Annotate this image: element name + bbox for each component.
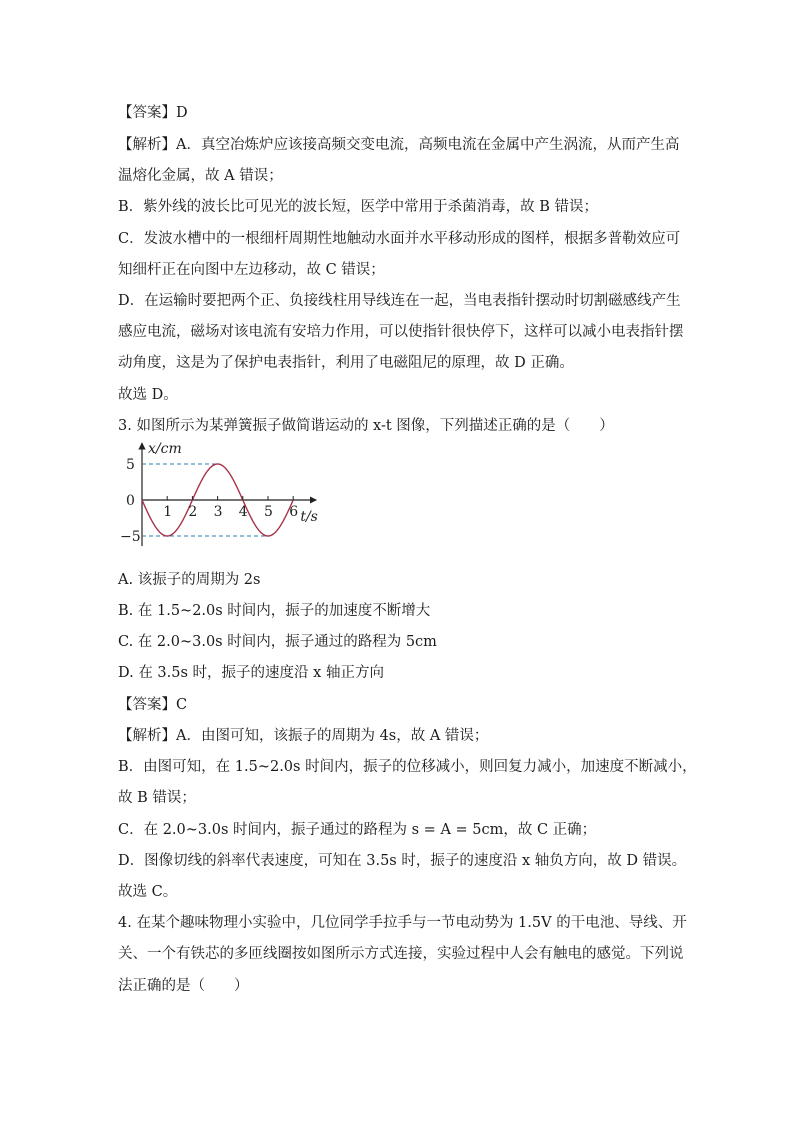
x-tick-label: 2 (188, 504, 198, 520)
q3-option-a: A. 该振子的周期为 2s (118, 572, 261, 588)
y-tick-label: 0 (126, 493, 135, 509)
q3-analysis-line-2: B．由图可知，在 1.5~2.0s 时间内，振子的位移减小，则回复力减小，加速度不断减小， (118, 759, 697, 775)
q3-analysis-line-3: 故 B 错误； (118, 790, 196, 806)
analysis-tag: 【解析】 (118, 137, 176, 153)
q3-conclusion: 故选 C。 (118, 884, 178, 900)
x-axis-label: t/s (300, 509, 318, 525)
q4-stem-line-3: 法正确的是（ ） (118, 978, 249, 994)
q3-answer: C (176, 697, 188, 713)
analysis-tag: 【解析】 (118, 728, 176, 744)
q2-answer: D (176, 105, 188, 121)
q2-analysis-line-3: B．紫外线的波长比可见光的波长短，医学中常用于杀菌消毒，故 B 错误； (118, 199, 599, 215)
x-tick-label: 5 (264, 504, 273, 520)
q4-stem-line-1: 4. 在某个趣味物理小实验中，几位同学手拉手与一节电动势为 1.5V 的干电池、导线、开 (118, 915, 687, 931)
q3-analysis-line-5: D．图像切线的斜率代表速度，可知在 3.5s 时，振子的速度沿 x 轴负方向，故 D 错误。 (118, 853, 687, 869)
y-tick-label: 5 (126, 457, 135, 473)
answer-tag: 【答案】 (118, 105, 176, 121)
answer-tag: 【答案】 (118, 697, 176, 713)
x-tick-label: 4 (238, 504, 248, 520)
q3-option-c: C. 在 2.0~3.0s 时间内，振子通过的路程为 5cm (118, 634, 437, 650)
x-tick-label: 6 (289, 504, 299, 520)
q2-analysis-line-1: 【解析】A．真空冶炼炉应该接高频交变电流，高频电流在金属中产生涡流，从而产生高 (118, 137, 680, 153)
q2-answer-line (118, 103, 188, 123)
x-tick-label: 1 (163, 504, 173, 520)
q2-analysis-line-6: D．在运输时要把两个正、负接线柱用导线连在一起，当电表指针摆动时切割磁感线产生 (118, 293, 681, 309)
q2-analysis-line-4: C．发波水槽中的一根细杆周期性地触动水面并水平移动形成的图样，根据多普勒效应可 (118, 231, 681, 247)
xt-graph (118, 438, 348, 550)
q2-conclusion: 故选 D。 (118, 387, 178, 403)
q2-analysis-line-5: 知细杆正在向图中左边移动，故 C 错误； (118, 262, 385, 278)
y-axis-label: x/cm (148, 441, 182, 457)
y-tick-label: −5 (120, 529, 141, 545)
q2-analysis-line-8: 动角度，这是为了保护电表指针，利用了电磁阻尼的原理，故 D 正确。 (118, 355, 574, 371)
q3-analysis-line-4: C．在 2.0~3.0s 时间内，振子通过的路程为 s = A = 5cm，故 C 正确； (118, 822, 597, 838)
q3-answer-line (118, 695, 187, 715)
q3-stem: 3. 如图所示为某弹簧振子做简谐运动的 x-t 图像，下列描述正确的是（ ） (118, 418, 614, 434)
x-tick-label: 3 (213, 504, 223, 520)
q2-analysis-line-7: 感应电流，磁场对该电流有安培力作用，可以使指针很快停下，这样可以减小电表指针摆 (118, 324, 684, 340)
q3-analysis-line-1: 【解析】A．由图可知，该振子的周期为 4s，故 A 错误； (118, 728, 489, 744)
q3-option-d: D. 在 3.5s 时，振子的速度沿 x 轴正方向 (118, 665, 384, 681)
q4-stem-line-2: 关、一个有铁芯的多匝线圈按如图所示方式连接，实验过程中人会有触电的感觉。下列说 (118, 946, 684, 962)
q3-option-b: B. 在 1.5~2.0s 时间内，振子的加速度不断增大 (118, 603, 431, 619)
q2-analysis-line-2: 温熔化金属，故 A 错误； (118, 168, 283, 184)
